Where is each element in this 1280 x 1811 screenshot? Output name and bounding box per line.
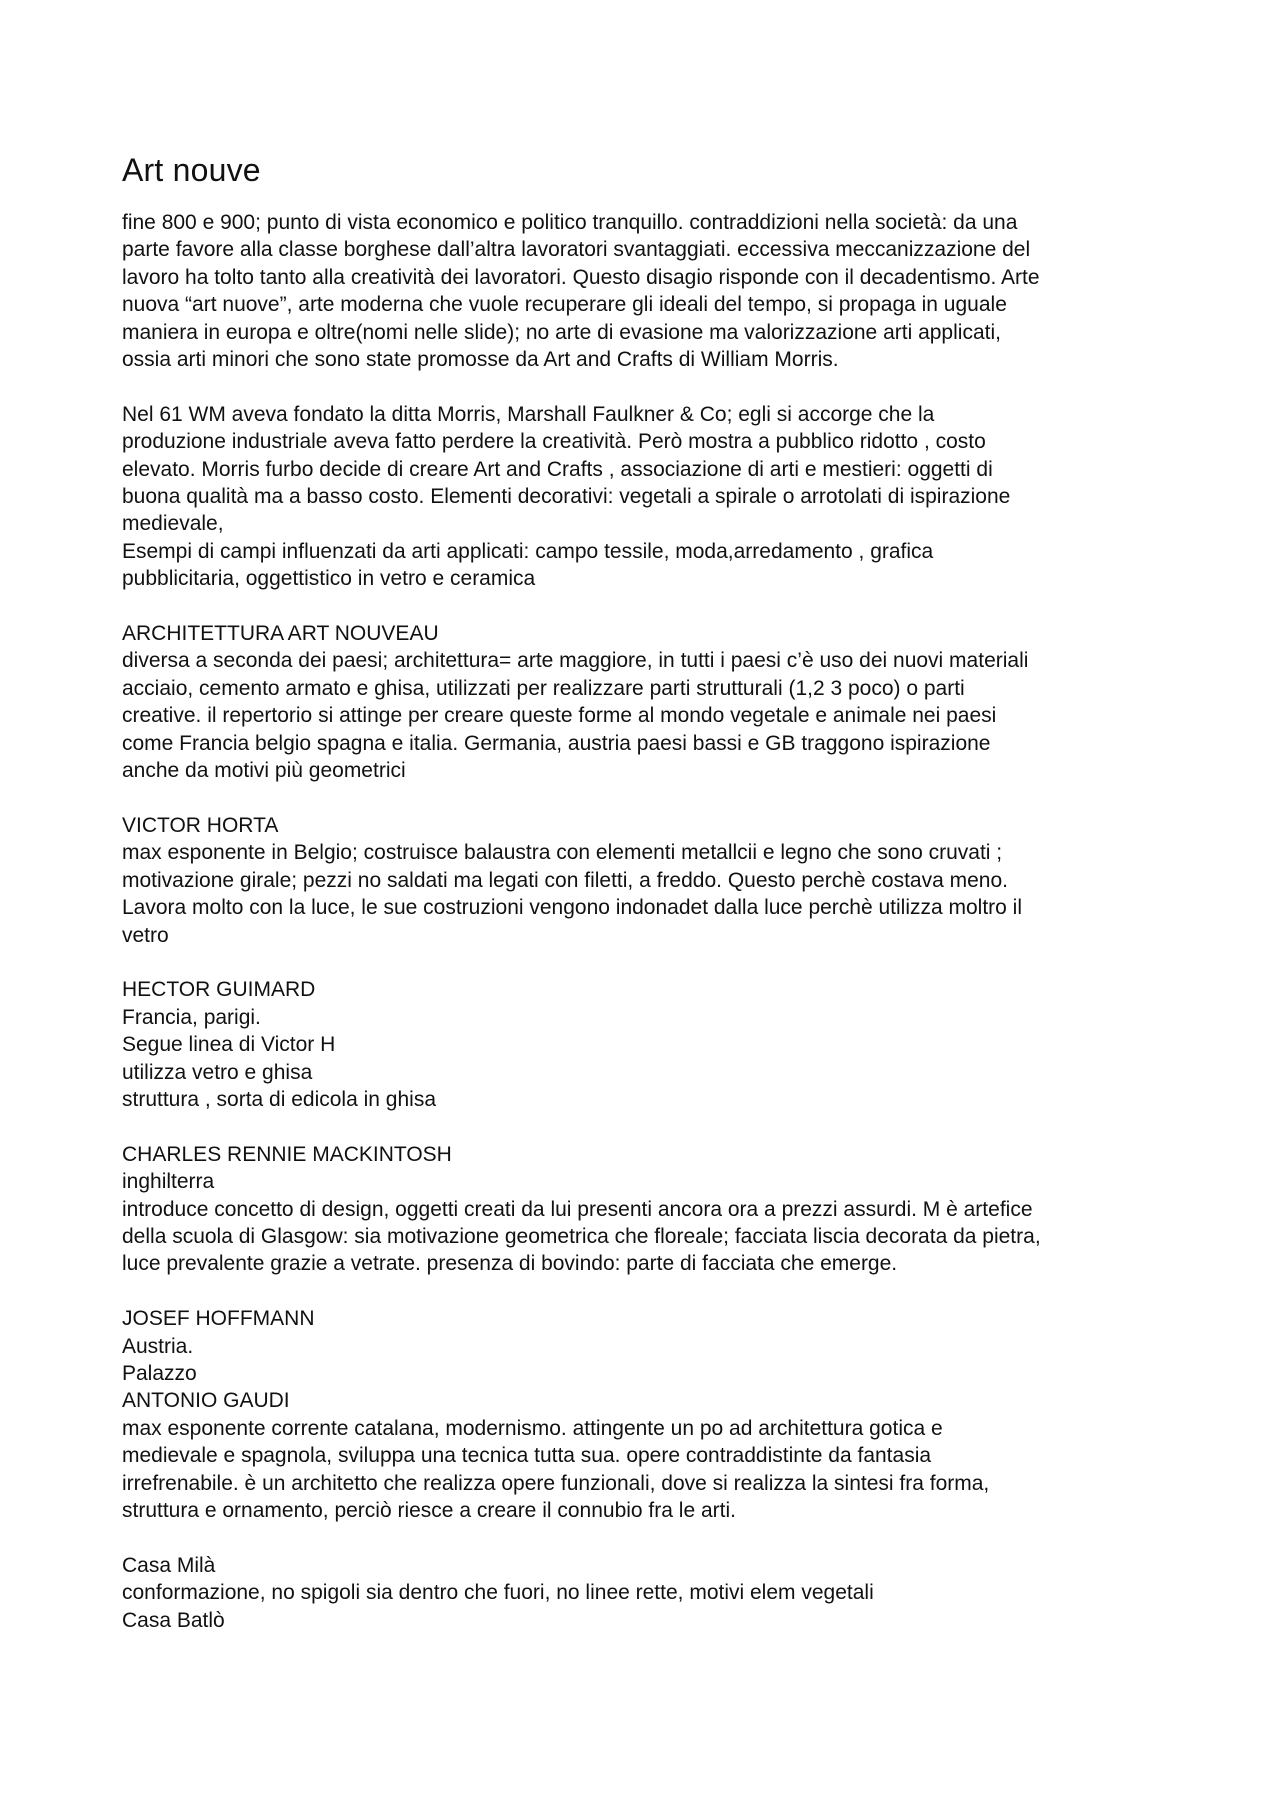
section-heading: JOSEF HOFFMANN [122,1307,315,1331]
text-line: utilizza vetro e ghisa [122,1060,313,1084]
text-line: introduce concetto di design, oggetti creati da lui presenti ancora ora a prezzi assurdi. M è artefice [122,1197,1033,1221]
paragraph-intro [122,209,1180,373]
text-line: medievale, [122,512,224,536]
text-line: parte favore alla classe borghese dall’altra lavoratori svantaggiati. eccessiva meccanizzazione del [122,238,1031,262]
document-title: Art nouve [122,152,261,188]
text-line: Esempi di campi influenzati da arti applicati: campo tessile, moda,arredamento , grafica [122,539,934,563]
text-line: Austria. [122,1334,194,1358]
section-casa-mila [122,1552,1180,1634]
text-line: Francia, parigi. [122,1005,261,1029]
text-line: anche da motivi più geometrici [122,759,406,783]
section-heading: Casa Milà [122,1553,216,1577]
section-hector-guimard [122,976,1180,1113]
paragraph-morris [122,401,1180,593]
section-heading: ANTONIO GAUDI [122,1389,290,1413]
text-line: max esponente in Belgio; costruisce balaustra con elementi metallcii e legno che sono cruvati ; [122,841,1003,865]
text-line: ossia arti minori che sono state promosse da Art and Crafts di William Morris. [122,348,839,372]
text-line: acciaio, cemento armato e ghisa, utilizzati per realizzare parti strutturali (1,2 3 poco) o parti [122,676,965,700]
text-line: fine 800 e 900; punto di vista economico e politico tranquillo. contraddizioni nella società: da una [122,211,1018,234]
text-line: conformazione, no spigoli sia dentro che fuori, no linee rette, motivi elem vegetali [122,1581,874,1605]
document-page [122,150,1180,1634]
text-line: produzione industriale aveva fatto perdere la creatività. Però mostra a pubblico ridotto , costo [122,430,986,454]
section-architettura-art-nouveau [122,620,1180,784]
text-line: irrefrenabile. è un architetto che realizza opere funzionali, dove si realizza la sintesi fra forma, [122,1471,990,1495]
text-line: max esponente corrente catalana, modernismo. attingente un po ad architettura gotica e [122,1416,943,1440]
text-line: Palazzo [122,1361,197,1385]
text-line: della scuola di Glasgow: sia motivazione geometrica che floreale; facciata liscia decorata da pietra, [122,1224,1041,1248]
section-charles-rennie-mackintosh [122,1141,1180,1278]
section-heading: CHARLES RENNIE MACKINTOSH [122,1142,452,1166]
section-heading: HECTOR GUIMARD [122,978,316,1002]
section-heading: Casa Batlò [122,1608,225,1632]
section-victor-horta [122,812,1180,949]
text-line: struttura e ornamento, perciò riesce a creare il connubio fra le arti. [122,1499,736,1522]
text-line: creative. il repertorio si attinge per creare queste forme al mondo vegetale e animale nei paesi [122,704,997,728]
text-line: Nel 61 WM aveva fondato la ditta Morris, Marshall Faulkner & Co; egli si accorge che la [122,402,935,426]
text-line: maniera in europa e oltre(nomi nelle slide); no arte di evasione ma valorizzazione arti applicati, [122,320,1001,344]
section-hoffmann-gaudi [122,1305,1180,1524]
section-heading: VICTOR HORTA [122,813,279,837]
text-line: buona qualità ma a basso costo. Elementi decorativi: vegetali a spirale o arrotolati di ispirazione [122,485,1011,509]
text-line: struttura , sorta di edicola in ghisa [122,1087,436,1111]
text-line: medievale e spagnola, sviluppa una tecnica tutta sua. opere contraddistinte da fantasia [122,1444,932,1468]
text-line: inghilterra [122,1170,215,1194]
text-line: diversa a seconda dei paesi; architettura= arte maggiore, in tutti i paesi c’è uso dei nuovi materiali [122,649,1029,673]
text-line: Segue linea di Victor H [122,1033,336,1057]
text-line: lavoro ha tolto tanto alla creatività dei lavoratori. Questo disagio risponde con il decadentismo. Arte [122,265,1040,289]
text-line: nuova “art nuove”, arte moderna che vuole recuperare gli ideali del tempo, si propaga in uguale [122,293,1007,317]
text-line: motivazione girale; pezzi no saldati ma legati con filetti, a freddo. Questo perchè costava meno. [122,868,1008,892]
text-line: luce prevalente grazie a vetrate. presenza di bovindo: parte di facciata che emerge. [122,1252,898,1276]
text-line: come Francia belgio spagna e italia. Germania, austria paesi bassi e GB traggono ispirazione [122,731,991,755]
text-line: Lavora molto con la luce, le sue costruzioni vengono indonadet dalla luce perchè utilizza moltro il [122,896,1023,920]
text-line: elevato. Morris furbo decide di creare Art and Crafts , associazione di arti e mestieri: oggetti di [122,457,993,481]
text-line: vetro [122,923,169,947]
text-line: pubblicitaria, oggettistico in vetro e ceramica [122,567,536,591]
section-heading: ARCHITETTURA ART NOUVEAU [122,622,439,646]
